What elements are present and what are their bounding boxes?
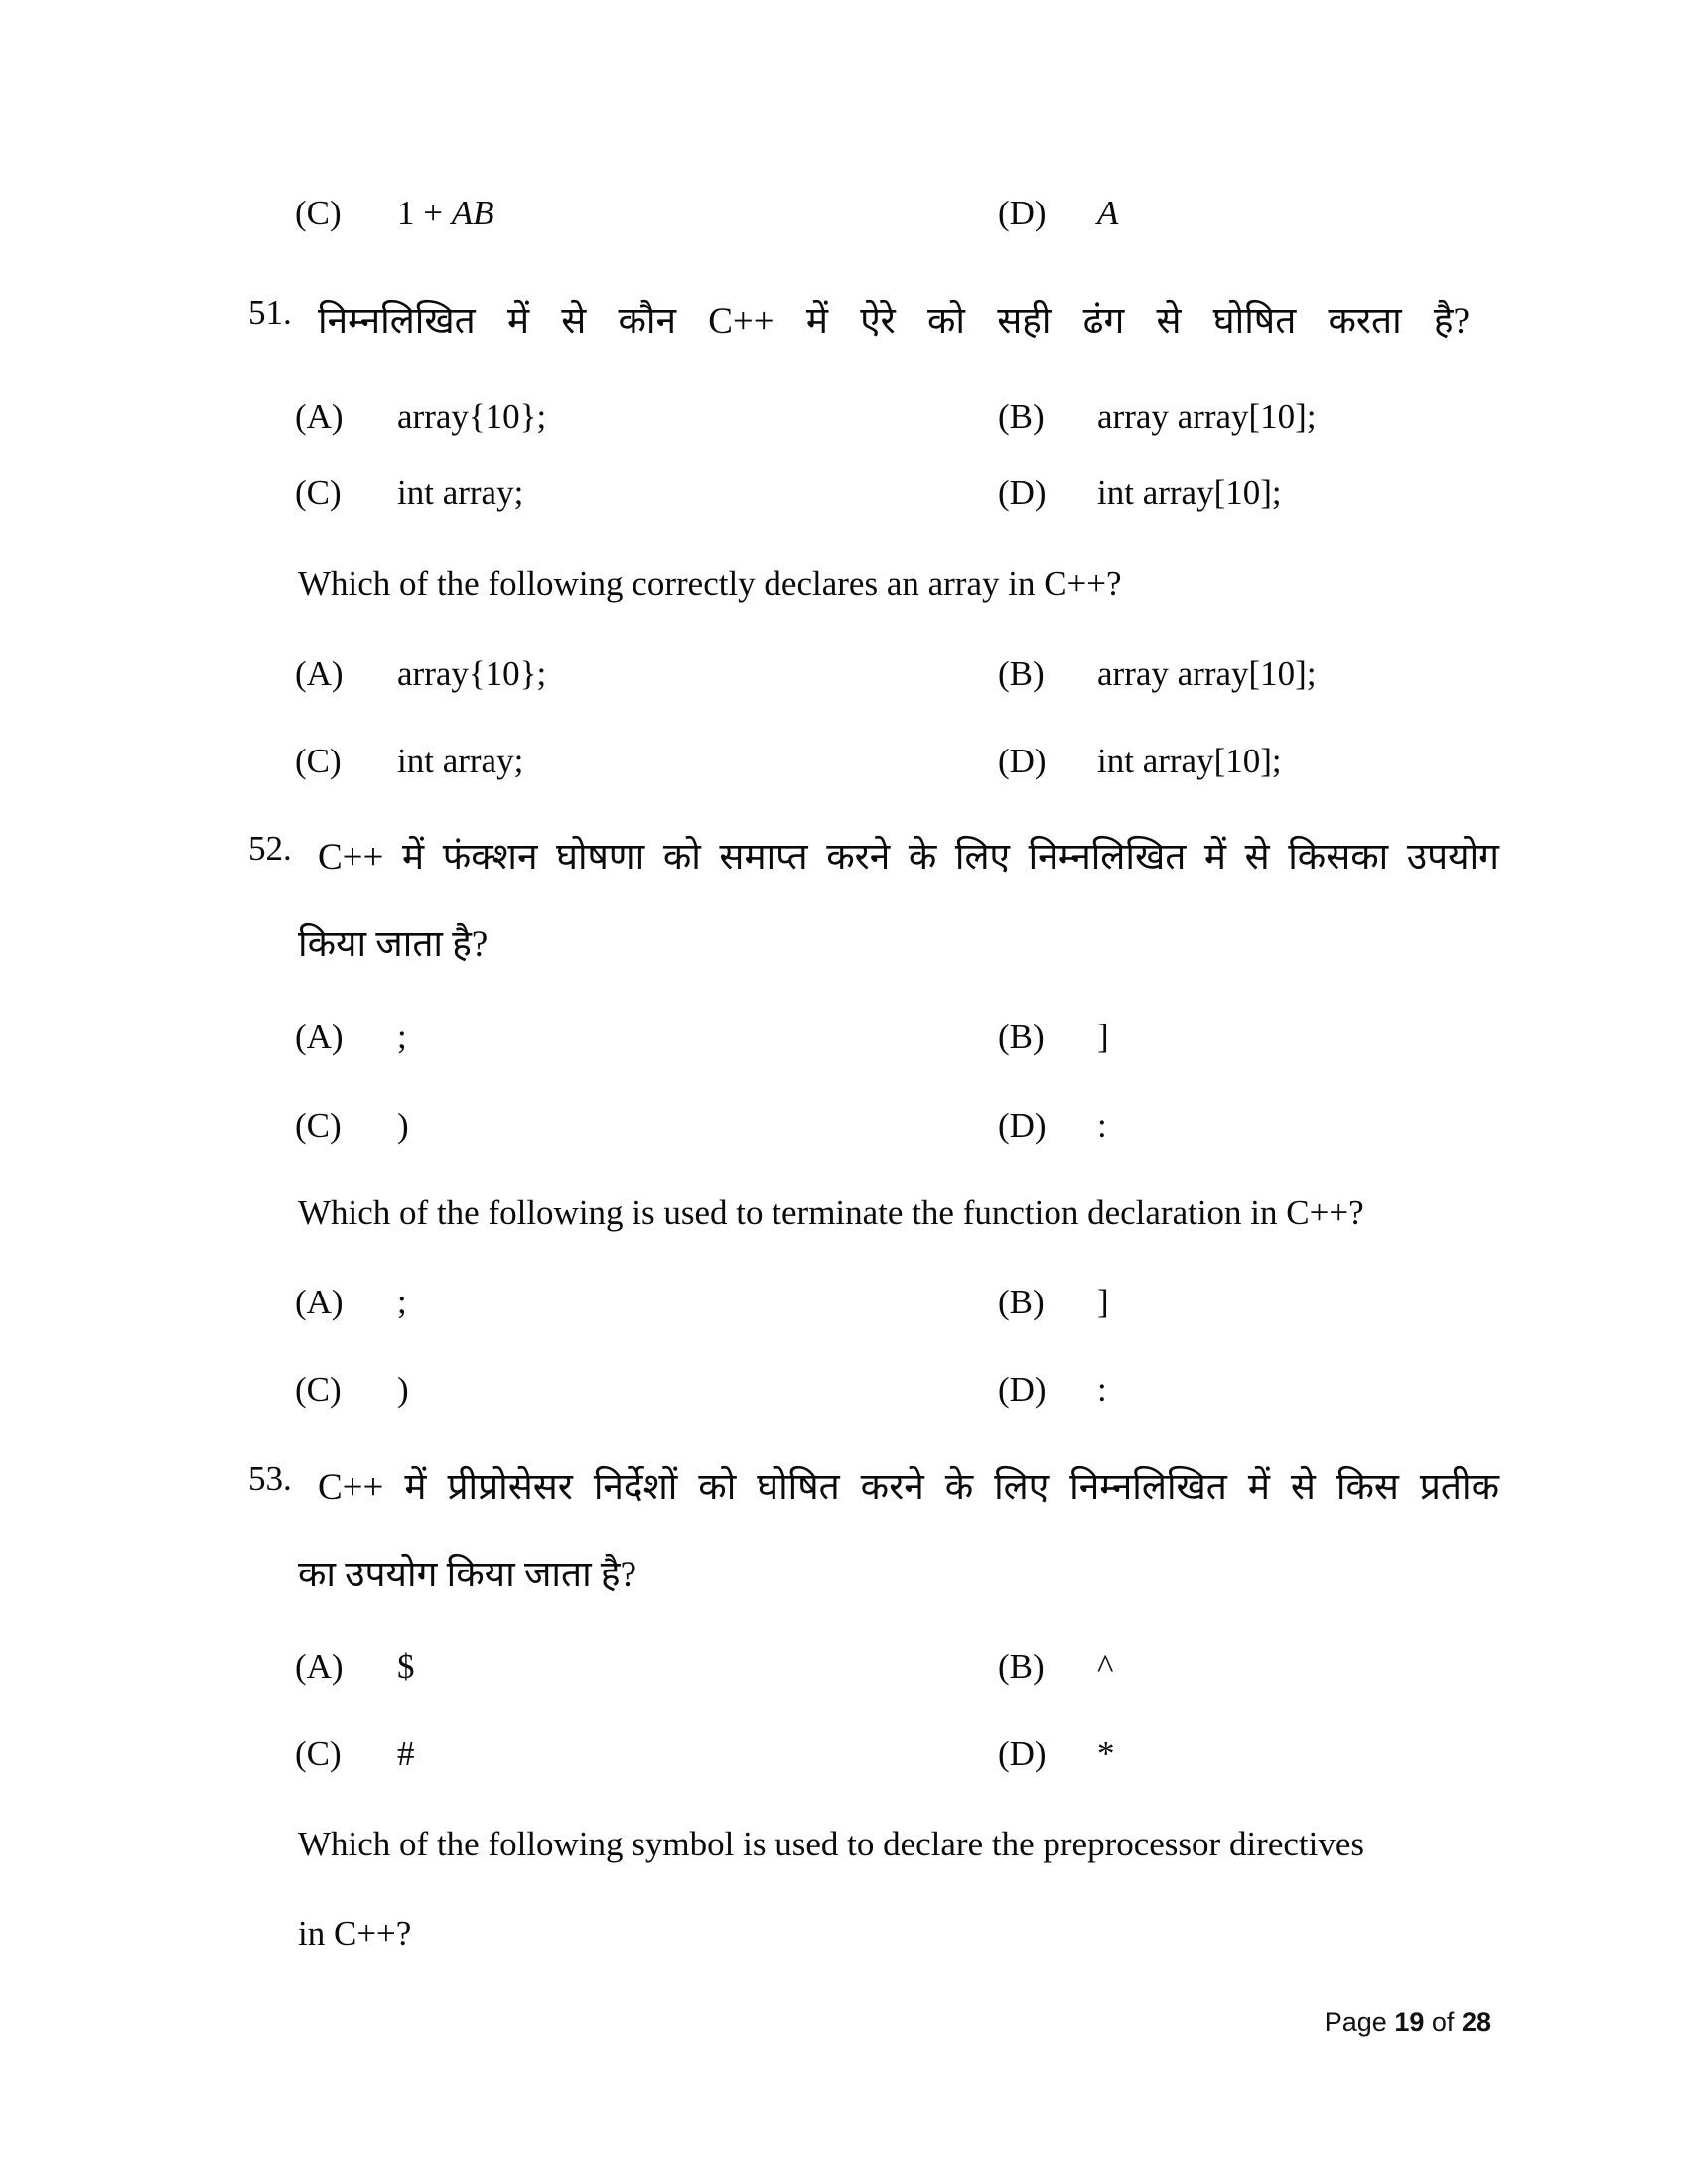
option-c-label: (C) <box>295 474 342 512</box>
option-a-label: (A) <box>295 1283 344 1321</box>
question-51-options-row-1-hindi <box>0 397 1688 457</box>
option-d-value: * <box>1097 1734 1115 1773</box>
question-52-options-row-2-hindi <box>0 1106 1688 1165</box>
option-c-value: ) <box>397 1370 409 1409</box>
question-52-options-row-2-english <box>0 1370 1688 1430</box>
option-a-label: (A) <box>295 654 344 693</box>
option-c-label: (C) <box>295 1734 342 1773</box>
option-d-value: A <box>1097 194 1119 232</box>
question-51-options-row-2-english <box>0 742 1688 801</box>
question-53-number: 53. <box>248 1459 292 1498</box>
option-d-label: (D) <box>998 1370 1047 1409</box>
question-53-text-english-line2: in C++? <box>298 1914 412 1953</box>
option-d-label: (D) <box>998 1106 1047 1145</box>
option-d-label: (D) <box>998 742 1047 780</box>
option-b-label: (B) <box>998 397 1045 436</box>
question-51-text-hindi: निम्नलिखित में से कौन C++ में ऐरे को सही ढंग से घोषित करता है? <box>318 301 1470 341</box>
option-d-label: (D) <box>998 474 1047 512</box>
question-52-text-hindi-line1: C++ में फंक्शन घोषणा को समाप्त करने के लिए निम्नलिखित में से किसका उपयोग <box>318 837 1499 878</box>
option-c-label: (C) <box>295 742 342 780</box>
option-b-value: ] <box>1097 1283 1109 1321</box>
option-c-value: int array; <box>397 474 524 512</box>
question-52-text-hindi-line2: किया जाता है? <box>298 924 489 965</box>
option-c-value: ) <box>397 1106 409 1145</box>
option-b-value: ] <box>1097 1018 1109 1056</box>
option-a-label: (A) <box>295 1018 344 1056</box>
option-a-value: ; <box>397 1018 407 1056</box>
option-c-value: # <box>397 1734 415 1773</box>
footer-of-text: of <box>1431 2007 1455 2037</box>
math-expression-variables: AB <box>451 194 494 232</box>
option-a-value: $ <box>397 1647 415 1686</box>
option-b-label: (B) <box>998 1647 1045 1686</box>
question-52-options-row-1-hindi <box>0 1018 1688 1077</box>
footer-page-prefix: Page <box>1324 2007 1387 2037</box>
footer-page-number: 19 <box>1394 2007 1425 2037</box>
option-b-label: (B) <box>998 654 1045 693</box>
option-d-value: int array[10]; <box>1097 742 1282 780</box>
question-52-text-english: Which of the following is used to terminate the function declaration in C++? <box>298 1193 1364 1232</box>
option-b-value: array array[10]; <box>1097 654 1317 693</box>
question-53-text-english-line1: Which of the following symbol is used to declare the preprocessor directives <box>298 1825 1364 1863</box>
option-d-label: (D) <box>998 1734 1047 1773</box>
option-a-label: (A) <box>295 1647 344 1686</box>
question-53-text-hindi-line1: C++ में प्रीप्रोसेसर निर्देशों को घोषित करने के लिए निम्नलिखित में से किस प्रतीक <box>318 1467 1499 1508</box>
option-d-value: : <box>1097 1370 1107 1409</box>
option-a-value: array{10}; <box>397 397 547 436</box>
option-d-value: int array[10]; <box>1097 474 1282 512</box>
option-b-value: ^ <box>1097 1647 1114 1686</box>
question-53-text-hindi-line2: का उपयोग किया जाता है? <box>298 1555 636 1595</box>
carryover-options-row <box>0 194 1688 253</box>
option-d-label: (D) <box>998 194 1047 232</box>
option-c-value <box>397 194 494 233</box>
option-a-value: array{10}; <box>397 654 547 693</box>
page-footer <box>1325 2007 1491 2038</box>
question-52-options-row-1-english <box>0 1283 1688 1342</box>
option-c-value: int array; <box>397 742 524 780</box>
question-52-number: 52. <box>248 829 292 868</box>
option-a-label: (A) <box>295 397 344 436</box>
option-a-value: ; <box>397 1283 407 1321</box>
option-d-value: : <box>1097 1106 1107 1145</box>
option-b-label: (B) <box>998 1283 1045 1321</box>
math-expression-plain: 1 + <box>397 194 452 232</box>
option-b-label: (B) <box>998 1018 1045 1056</box>
question-51-options-row-1-english <box>0 654 1688 714</box>
option-b-value: array array[10]; <box>1097 397 1317 436</box>
footer-total-pages: 28 <box>1461 2007 1491 2037</box>
question-51-options-row-2-hindi <box>0 474 1688 533</box>
question-51-number: 51. <box>248 293 292 332</box>
question-53-options-row-1 <box>0 1647 1688 1706</box>
option-c-label: (C) <box>295 1106 342 1145</box>
question-51-text-english: Which of the following correctly declares an array in C++? <box>298 564 1122 603</box>
option-c-label: (C) <box>295 194 342 232</box>
option-c-label: (C) <box>295 1370 342 1409</box>
question-53-options-row-2 <box>0 1734 1688 1794</box>
